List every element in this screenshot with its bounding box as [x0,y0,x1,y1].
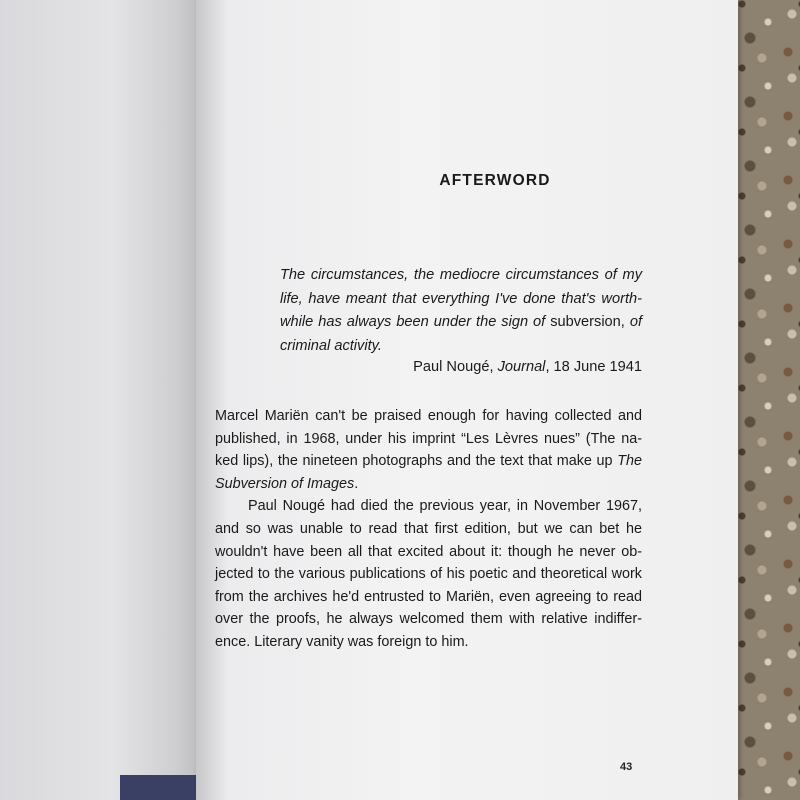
attribution-date: , 18 June 1941 [545,359,642,375]
chapter-heading: AFTERWORD [439,172,551,189]
attribution-author: Paul Nougé, [413,359,494,375]
epigraph-text-end: of criminal activity. [280,314,643,354]
right-page [196,0,738,800]
paragraph-1 [215,405,642,495]
epigraph-upright-word: subversion, [550,314,625,330]
epigraph-attribution [280,359,642,375]
paragraph-1-text: Marcel Mariën can't be praised enough for having collected and published, in 1968, under his imprint “Les Lèvres nues” (The naked lips), the nineteen photographs and the text that make up [215,408,642,470]
body-text [215,405,642,654]
epigraph [280,264,642,358]
book-title: The Subversion of Images [215,453,642,492]
epigraph-text: The circumstances, the mediocre circumstances of my life, have meant that everything I've done that's worthwhile has always been under the sign of [280,267,642,330]
page-number: 43 [620,761,633,773]
left-page [0,0,205,800]
paragraph-2: Paul Nougé had died the previous year, in November 1967, and so was unable to read that first edition, but we can bet he wouldn't have been all that excited about it: though he never objected to the various publications of his poetic and theoretical work from the archives he'd entrusted to Mariën, even agreeing to read over the proofs, he always welcomed them with relative indifference. Literary vanity was foreign to him. [215,498,642,650]
attribution-work: Journal [497,359,546,375]
paragraph-1-end: . [354,475,359,492]
